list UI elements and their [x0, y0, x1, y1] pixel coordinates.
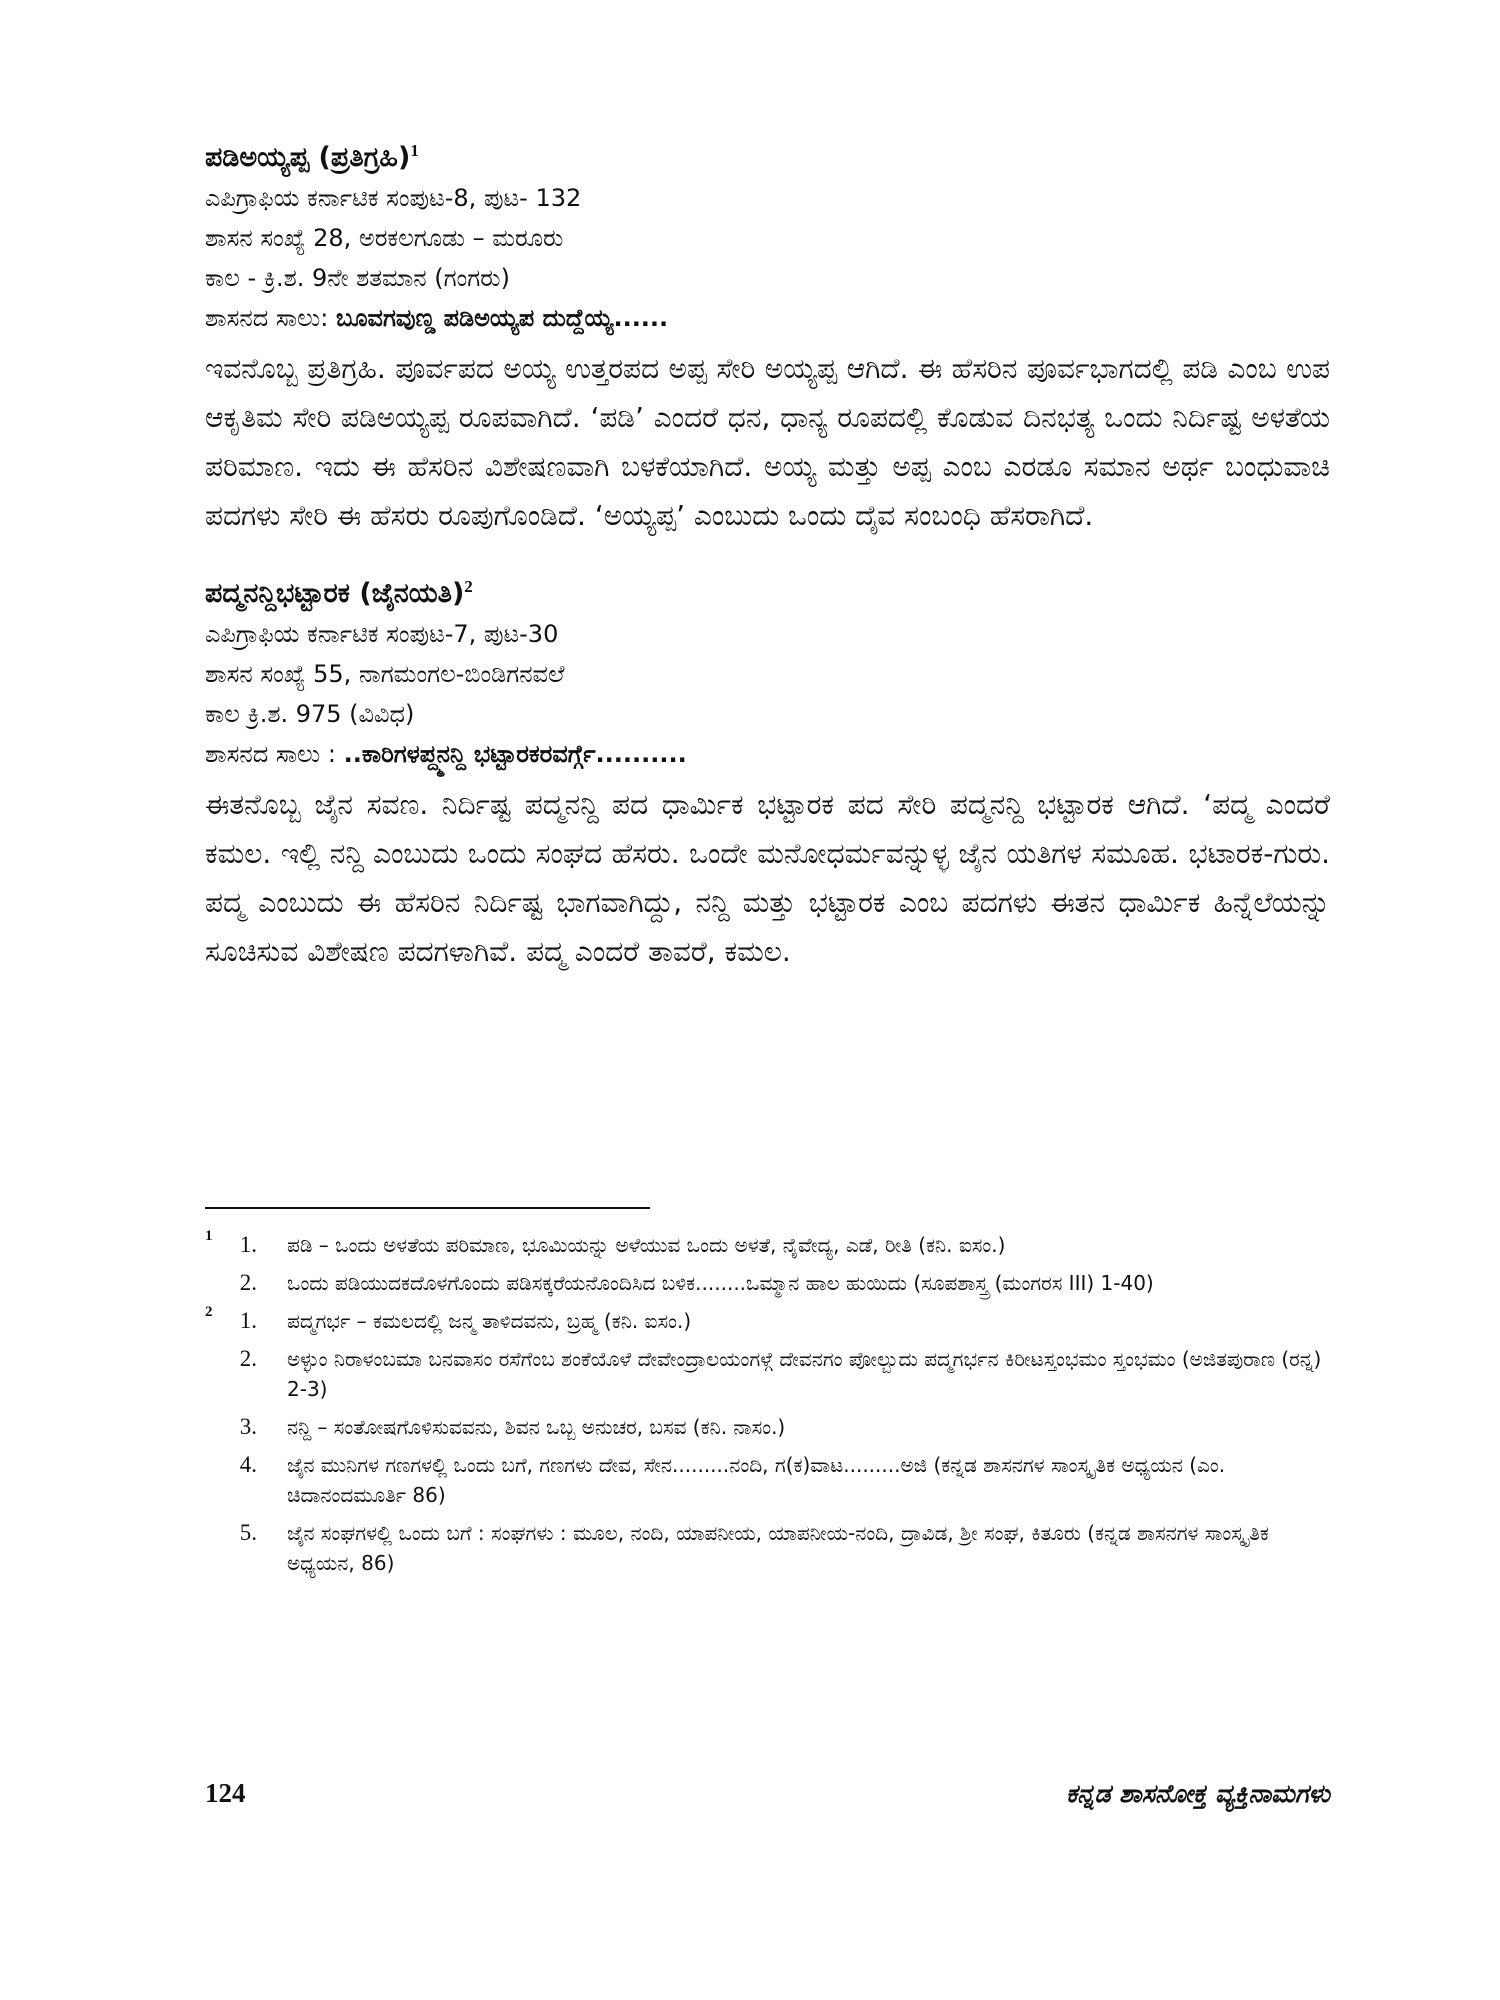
inscription-quote: ..ಕಾರಿಗಳಪ್ದ್ಮನನ್ದಿ ಭಟ್ಟಾರಕರವರ್ಗ್ಗೆ..........: [343, 740, 687, 768]
footnote-group: [205, 1306, 1330, 1578]
footnote-item: 4. ಜೈನ ಮುನಿಗಳ ಗಣಗಳಲ್ಲಿ ಒಂದು ಬಗೆ, ಗಣಗಳು ದೇವ, ಸೇನ.........ನಂದಿ, ಗ(ಕ)ವಾಟ.........ಅಜಿ (ಕನ್ನಡ ಶಾಸನಗಳ ಸಾಂಸ್ಕೃತಿಕ ಅಧ್ಯಯನ (ಎಂ. ಚಿದಾನಂದಮೂರ್ತಿ 86): [239, 1452, 1226, 1507]
footnote-group: [205, 1230, 1330, 1298]
entry-title: ಪಡಿಅಯ್ಯಪ್ಪ (ಪ್ರತಿಗ್ರಹಿ)$^1$: [205, 141, 419, 173]
entry: [205, 574, 1330, 976]
main-content: [205, 138, 1330, 976]
footnotes: [205, 1230, 1330, 1586]
footnote-item: 1. ಪದ್ಮಗರ್ಭ – ಕಮಲದಲ್ಲಿ ಜನ್ಮ ತಾಳಿದವನು, ಬ್ರಹ್ಮ (ಕನಿ. ಐಸಂ.): [239, 1308, 692, 1333]
footnote-ref: 2: [464, 577, 473, 596]
entry-paragraph: ಈತನೊಬ್ಬ ಜೈನ ಸವಣ. ನಿರ್ದಿಷ್ಟ ಪದ್ಮನನ್ದಿ ಪದ ಧಾರ್ಮಿಕ ಭಟ್ಟಾರಕ ಪದ ಸೇರಿ ಪದ್ಮನನ್ದಿ ಭಟ್ಟಾರಕ ಆಗಿದೆ. ‘ಪದ್ಮ ಎಂದರೆ ಕಮಲ. ಇಲ್ಲಿ ನನ್ದಿ ಎಂಬುದು ಒಂದು ಸಂಘದ ಹೆಸರು. ಒಂದೇ ಮನೋಧರ್ಮವನ್ನುಳ್ಳ ಜೈನ ಯತಿಗಳ ಸಮೂಹ. ಭಟಾರಕ-ಗುರು. ಪದ್ಮ ಎಂಬುದು ಈ ಹೆಸರಿನ ನಿರ್ದಿಷ್ಟ ಭಾಗವಾಗಿದ್ದು, ನನ್ದಿ ಮತ್ತು ಭಟ್ಟಾರಕ ಎಂಬ ಪದಗಳು ಈತನ ಧಾರ್ಮಿಕ ಹಿನ್ನೆಲೆಯನ್ನು ಸೂಚಿಸುವ ವಿಶೇಷಣ ಪದಗಳಾಗಿವೆ. ಪದ್ಮ ಎಂದರೆ ತಾವರೆ, ಕಮಲ.: [205, 788, 1330, 968]
footnote-item: 2. ಅಳ್ಳುಂ ನಿರಾಳಂಬಮಾ ಬನವಾಸಂ ರಸೆಗೆಂಬ ಶಂಕೆಯೊಳೆ ದೇವೇಂದ್ರಾಲಯಂಗಳ್ಗೆ ದೇವನಗಂ ಪೋಲ್ಬುದು ಪದ್ಮಗರ್ಭನ ಕಿರೀಟಸ್ತಂಭಮಂ ಸ್ತಂಭಮಂ (ಅಜಿತಪುರಾಣ (ರನ್ನ) 2-3): [239, 1346, 1322, 1401]
footnote-item: 3. ನನ್ದಿ – ಸಂತೋಷಗೊಳಿಸುವವನು, ಶಿವನ ಒಬ್ಬ ಅನುಚರ, ಬಸವ (ಕನಿ. ನಾಸಂ.): [239, 1414, 786, 1439]
meta-line: ಎಪಿಗ್ರಾಫಿಯ ಕರ್ನಾಟಿಕ ಸಂಪುಟ-8, ಪುಟ- 132: [205, 184, 582, 212]
footnote-mark: 2: [205, 1304, 213, 1320]
footnote-divider: [205, 1207, 650, 1209]
page-footer: [205, 1778, 1330, 1809]
meta-line: ಕಾಲ ಕ್ರಿ.ಶ. 975 (ವಿವಿಧ): [205, 700, 415, 728]
inscription-line: ಶಾಸನದ ಸಾಲು: ಬೂವಗವುಣ್ಡ ಪಡಿಅಯ್ಯಪ ದುದ್ದೆಯ್ಯ......: [205, 304, 669, 332]
page-number: 124: [205, 1778, 246, 1808]
meta-line: ಎಪಿಗ್ರಾಫಿಯ ಕರ್ನಾಟಿಕ ಸಂಪುಟ-7, ಪುಟ-30: [205, 620, 559, 648]
footnote-ref: 1: [410, 141, 419, 160]
meta-line: ಕಾಲ - ಕ್ರಿ.ಶ. 9ನೇ ಶತಮಾನ (ಗಂಗರು): [205, 264, 510, 292]
footnote-item: 5. ಜೈನ ಸಂಘಗಳಲ್ಲಿ ಒಂದು ಬಗೆ : ಸಂಘಗಳು : ಮೂಲ, ನಂದಿ, ಯಾಪನೀಯ, ಯಾಪನೀಯ-ನಂದಿ, ದ್ರಾವಿಡ, ಶ್ರೀ ಸಂಘ, ಕಿತೂರು (ಕನ್ನಡ ಶಾಸನಗಳ ಸಾಂಸ್ಕೃತಿಕ ಅಧ್ಯಯನ, 86): [239, 1520, 1269, 1575]
running-title: ಕನ್ನಡ ಶಾಸನೋಕ್ತ ವ್ಯಕ್ತಿನಾಮಗಳು: [1066, 1779, 1330, 1808]
footnote-mark: 1: [205, 1228, 213, 1244]
entry: [205, 138, 1330, 540]
entry-title: ಪದ್ಮನನ್ದಿಭಟ್ಟಾರಕ (ಜೈನಯತಿ)$^2$: [205, 577, 473, 609]
inscription-quote: ಬೂವಗವುಣ್ಡ ಪಡಿಅಯ್ಯಪ ದುದ್ದೆಯ್ಯ......: [335, 304, 669, 332]
footnote-item: 2. ಒಂದು ಪಡಿಯುದಕದೊಳಗೊಂದು ಪಡಿಸಕ್ಕರೆಯನೊಂದಿಸಿದ ಬಳಿಕ........ಒಮ್ಮಾನ ಹಾಲ ಹುಯಿದು (ಸೂಪಶಾಸ್ತ್ರ (ಮಂಗರಸ III) 1-40): [239, 1270, 1154, 1295]
inscription-line: ಶಾಸನದ ಸಾಲು : ..ಕಾರಿಗಳಪ್ದ್ಮನನ್ದಿ ಭಟ್ಟಾರಕರವರ್ಗ್ಗೆ..........: [205, 740, 687, 768]
meta-line: ಶಾಸನ ಸಂಖ್ಯೆ 28, ಅರಕಲಗೂಡು – ಮರೂರು: [205, 224, 564, 252]
entry-paragraph: ಇವನೊಬ್ಬ ಪ್ರತಿಗ್ರಹಿ. ಪೂರ್ವಪದ ಅಯ್ಯ ಉತ್ತರಪದ ಅಪ್ಪ ಸೇರಿ ಅಯ್ಯಪ್ಪ ಆಗಿದೆ. ಈ ಹೆಸರಿನ ಪೂರ್ವಭಾಗದಲ್ಲಿ ಪಡಿ ಎಂಬ ಉಪ ಆಕೃತಿಮ ಸೇರಿ ಪಡಿಅಯ್ಯಪ್ಪ ರೂಪವಾಗಿದೆ. ‘ಪಡಿ’ ಎಂದರೆ ಧನ, ಧಾನ್ಯ ರೂಪದಲ್ಲಿ ಕೊಡುವ ದಿನಭತ್ಯ ಒಂದು ನಿರ್ದಿಷ್ಟ ಅಳತೆಯ ಪರಿಮಾಣ. ಇದು ಈ ಹೆಸರಿನ ವಿಶೇಷಣವಾಗಿ ಬಳಕೆಯಾಗಿದೆ. ಅಯ್ಯ ಮತ್ತು ಅಪ್ಪ ಎಂಬ ಎರಡೂ ಸಮಾನ ಅರ್ಥ ಬಂಧುವಾಚಿ ಪದಗಳು ಸೇರಿ ಈ ಹೆಸರು ರೂಪುಗೊಂಡಿದೆ. ‘ಅಯ್ಯಪ್ಪ’ ಎಂಬುದು ಒಂದು ದೈವ ಸಂಬಂಧಿ ಹೆಸರಾಗಿದೆ.: [205, 352, 1330, 532]
meta-line: ಶಾಸನ ಸಂಖ್ಯೆ 55, ನಾಗಮಂಗಲ-ಬಿಂಡಿಗನವಲೆ: [205, 660, 565, 688]
footnote-item: 1. ಪಡಿ – ಒಂದು ಅಳತೆಯ ಪರಿಮಾಣ, ಭೂಮಿಯನ್ನು ಅಳೆಯುವ ಒಂದು ಅಳತೆ, ನೈವೇದ್ಯ, ಎಡೆ, ರೀತಿ (ಕನಿ. ಐಸಂ.): [239, 1232, 1006, 1257]
